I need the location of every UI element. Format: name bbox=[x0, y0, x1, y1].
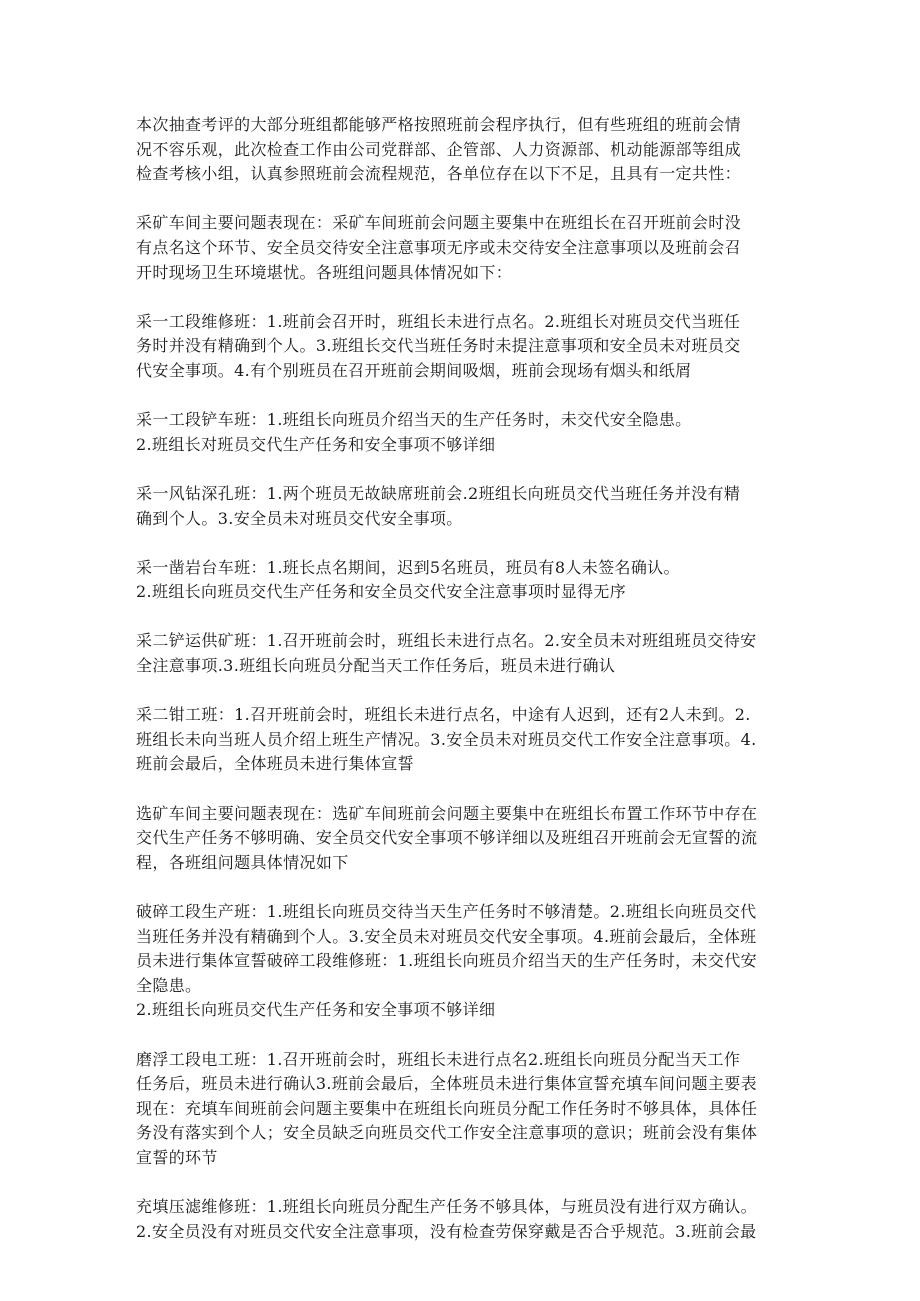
text-line: 班组长未向当班人员介绍上班生产情况。3.安全员未对班员交代工作安全注意事项。4. bbox=[136, 729, 757, 749]
text-line: 况不容乐观，此次检查工作由公司党群部、企管部、人力资源部、机动能源部等组成 bbox=[136, 139, 741, 159]
paragraph-mining-2-fitter bbox=[136, 703, 786, 777]
text-line: 采一凿岩台车班：1.班长点名期间，迟到5名班员，班员有8人未签名确认。 bbox=[136, 557, 680, 577]
paragraph-mining-2-supply bbox=[136, 629, 786, 678]
text-line: 务时并没有精确到个人。3.班组长交代当班任务时未提注意事项和安全员未对班员交 bbox=[136, 336, 741, 356]
paragraph-processing-workshop bbox=[136, 802, 786, 876]
paragraph-intro bbox=[136, 113, 786, 187]
paragraph-mining-1-shovel bbox=[136, 408, 786, 457]
text-line: 检查考核小组，认真参照班前会流程规范，各单位存在以下不足，且具有一定共性： bbox=[136, 164, 741, 184]
text-line: 有点名这个环节、安全员交待安全注意事项无序或未交待安全注意事项以及班前会召 bbox=[136, 237, 741, 257]
paragraph-mining-1-drill bbox=[136, 482, 786, 531]
document-body bbox=[136, 113, 786, 1269]
text-line: 采一风钻深孔班：1.两个班员无故缺席班前会.2班组长向班员交代当班任务并没有精 bbox=[136, 483, 741, 503]
text-line: 磨浮工段电工班：1.召开班前会时，班组长未进行点名2.班组长向班员分配当天工作 bbox=[136, 1049, 741, 1069]
paragraph-mining-1-jumbo bbox=[136, 556, 786, 605]
text-line: 班前会最后，全体班员未进行集体宣誓 bbox=[136, 754, 414, 774]
paragraph-mining-workshop bbox=[136, 211, 786, 285]
text-line: 2.班组长对班员交代生产任务和安全事项不够详细 bbox=[136, 434, 496, 454]
text-line: 采一工段铲车班：1.班组长向班员介绍当天的生产任务时，未交代安全隐患。 bbox=[136, 410, 692, 430]
text-line: 选矿车间主要问题表现在：选矿车间班前会问题主要集中在班组长布置工作环节中存在 bbox=[136, 803, 758, 823]
text-line: 2.班组长向班员交代生产任务和安全事项不够详细 bbox=[136, 1000, 496, 1020]
text-line: 采二铲运供矿班：1.召开班前会时，班组长未进行点名。2.安全员未对班组班员交待安 bbox=[136, 631, 757, 651]
text-line: 员未进行集体宣誓破碎工段维修班：1.班组长向班员介绍当天的生产任务时，未交代安 bbox=[136, 951, 757, 971]
text-line: 开时现场卫生环境堪忧。各班组问题具体情况如下： bbox=[136, 262, 513, 282]
text-line: 程，各班组问题具体情况如下 bbox=[136, 852, 349, 872]
text-line: 破碎工段生产班：1.班组长向班员交待当天生产任务时不够清楚。2.班组长向班员交代 bbox=[136, 902, 757, 921]
text-line: 全隐患。 bbox=[136, 975, 202, 995]
text-line: 2.安全员没有对班员交代安全注意事项，没有检查劳保穿戴是否合乎规范。3.班前会最 bbox=[136, 1221, 757, 1241]
text-line: 交代生产任务不够明确、安全员交代安全事项不够详细以及班组召开班前会无宣誓的流 bbox=[136, 828, 758, 848]
text-line: 本次抽查考评的大部分班组都能够严格按照班前会程序执行，但有些班组的班前会情 bbox=[136, 115, 741, 134]
text-line: 宣誓的环节 bbox=[136, 1147, 218, 1167]
text-line: 确到个人。3.安全员未对班员交代安全事项。 bbox=[136, 508, 463, 528]
text-line: 当班任务并没有精确到个人。3.安全员未对班员交代安全事项。4.班前会最后，全体班 bbox=[136, 926, 757, 946]
text-line: 采矿车间主要问题表现在：采矿车间班前会问题主要集中在班组长在召开班前会时没 bbox=[136, 213, 741, 233]
paragraph-flotation-electrician bbox=[136, 1048, 786, 1171]
paragraph-crushing-production bbox=[136, 900, 786, 1023]
text-line: 现在：充填车间班前会问题主要集中在班组长向班员分配工作任务时不够具体，具体任 bbox=[136, 1098, 758, 1118]
paragraph-mining-1-maintenance bbox=[136, 310, 786, 384]
text-line: 务没有落实到个人；安全员缺乏向班员交代工作安全注意事项的意识；班前会没有集体 bbox=[136, 1123, 758, 1143]
text-line: 充填压滤维修班：1.班组长向班员分配生产任务不够具体，与班员没有进行双方确认。 bbox=[136, 1197, 757, 1217]
text-line: 全注意事项.3.班组长向班员分配当天工作任务后，班员未进行确认 bbox=[136, 656, 616, 676]
text-line: 2.班组长向班员交代生产任务和安全员交代安全注意事项时显得无序 bbox=[136, 582, 627, 602]
text-line: 任务后，班员未进行确认3.班前会最后，全体班员未进行集体宣誓充填车间问题主要表 bbox=[136, 1074, 757, 1094]
paragraph-backfill-filter bbox=[136, 1195, 786, 1244]
text-line: 采一工段维修班：1.班前会召开时，班组长未进行点名。2.班组长对班员交代当班任 bbox=[136, 311, 741, 331]
text-line: 采二钳工班：1.召开班前会时，班组长未进行点名，中途有人迟到，还有2人未到。2. bbox=[136, 705, 751, 725]
text-line: 代安全事项。4.有个别班员在召开班前会期间吸烟，班前会现场有烟头和纸屑 bbox=[136, 360, 692, 380]
